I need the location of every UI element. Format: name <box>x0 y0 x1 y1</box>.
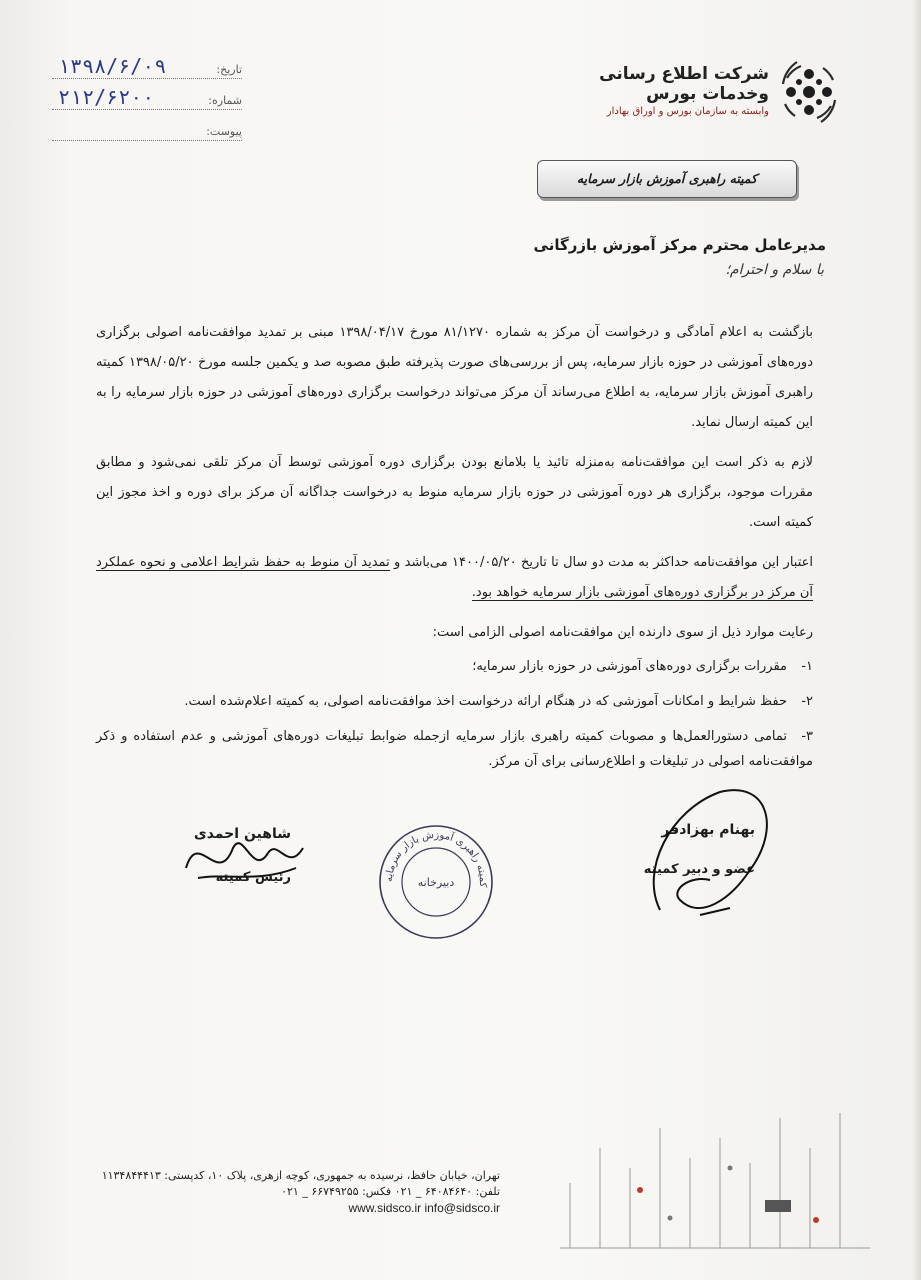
paragraph-2: لازم به ذکر است این موافقت‌نامه به‌منزله تائید یا بلامانع بودن برگزاری دوره آموزشی توسط آن مرکز تلقی نمی‌شود و مطابق مقررات موجود، برگزاری هر دوره آموزشی در حوزه بازار سرمایه منوط به درخواست جداگانه آن مرکز برای دوره و اخذ مجوز این کمیته است. <box>96 455 813 530</box>
sidsco-logo-icon <box>777 60 841 124</box>
secretary-role: عضو و دبیر کمیته <box>643 862 755 877</box>
committee-stamp <box>376 822 496 942</box>
list-item-text: مقررات برگزاری دوره‌های آموزشی در حوزه بازار سرمایه؛ <box>472 659 787 674</box>
date-label: تاریخ: <box>216 63 242 76</box>
footer-address: تهران، خیابان حافظ، نرسیده به جمهوری، کوچه ازهری، پلاک ۱۰، کدپستی: ۱۱۳۴۸۴۴۴۱۳ <box>101 1169 500 1182</box>
signature-chairman <box>194 826 291 885</box>
chairman-role: رئیس کمیته <box>215 870 291 885</box>
list-item-number: ۳- <box>801 729 813 744</box>
paragraph-3-start: اعتبار این موافقت‌نامه حداکثر به مدت دو سال تا تاریخ ۱۴۰۰/۰۵/۲۰ می‌باشد و <box>389 555 813 570</box>
paragraph-4: رعایت موارد ذیل از سوی دارنده این موافقت‌نامه اصولی الزامی است: <box>432 625 813 640</box>
greeting: با سلام و احترام؛ <box>725 262 824 278</box>
page-edge-shadow <box>911 0 921 1280</box>
list-item <box>96 689 813 714</box>
signature-secretary <box>644 822 755 877</box>
company-subtitle: وابسته به سازمان بورس و اوراق بهادار <box>606 106 769 117</box>
list-item-text: حفظ شرایط و امکانات آموزشی که در هنگام ارائه درخواست اخذ موافقت‌نامه اصولی، به کمیته اعلام‌شده است. <box>184 694 787 709</box>
attachment-row <box>52 114 242 141</box>
letter-meta <box>52 52 242 145</box>
footer-phones: تلفن: ۶۴۰۸۴۶۴۰ _ ۰۲۱ فکس: ۶۶۷۴۹۲۵۵ _ ۰۲۱ <box>281 1185 500 1198</box>
paragraph-1: بازگشت به اعلام آمادگی و درخواست آن مرکز به شماره ۸۱/۱۲۷۰ مورخ ۱۳۹۸/۰۴/۱۷ مبنی بر تمدید موافقت‌نامه اصولی برگزاری دوره‌های آموزشی در حوزه بازار سرمایه، پس از بررسی‌های صورت پذیرفته طبق مصوبه صد و یکمین جلسه مورخ ۱۳۹۸/۰۵/۲۰ کمیته راهبری آموزش بازار سرمایه، به اطلاع می‌رساند آن مرکز می‌تواند درخواست برگزاری دوره‌های آموزشی در حوزه بازار سرمایه را به این کمیته ارسال نماید. <box>96 325 813 430</box>
list-item <box>96 654 813 679</box>
number-row <box>52 83 242 110</box>
list-item-text: تمامی دستورالعمل‌ها و مصوبات کمیته راهبری بازار سرمایه ازجمله ضوابط تبلیغات دوره‌های آموزشی و عدم استفاده و ذکر موافقت‌نامه اصولی در تبلیغات و اطلاع‌رسانی برای آن مرکز. <box>96 729 813 769</box>
company-name-line2: وخدمات بورس <box>646 84 769 104</box>
list-item-number: ۱- <box>801 659 813 674</box>
date-row <box>52 52 242 79</box>
list-item <box>96 724 813 774</box>
secretary-name: بهنام بهزادفر <box>661 822 755 838</box>
letter-body <box>96 318 813 784</box>
paragraph-3-underlined: تمدید آن منوط به حفظ شرایط اعلامی و نحوه عملکرد آن مرکز در برگزاری دوره‌های آموزشی بازار سرمایه خواهد بود. <box>96 555 813 600</box>
company-name-line1: شرکت اطلاع رسانی <box>599 64 769 84</box>
stamp-ring-text: کمیته راهبری آموزش بازار سرمایه <box>383 829 489 888</box>
committee-title-box: کمیته راهبری آموزش بازار سرمایه <box>537 160 797 198</box>
number-value: ۲۱۲/۶۲۰۰ <box>58 85 155 109</box>
requirements-list <box>96 654 813 774</box>
paragraph-3 <box>96 548 813 608</box>
company-name-block <box>599 64 769 117</box>
chairman-name: شاهین احمدی <box>193 826 291 842</box>
footer-web-email: www.sidsco.ir info@sidsco.ir <box>348 1201 500 1215</box>
number-label: شماره: <box>208 94 242 107</box>
addressee: مدیرعامل محترم مرکز آموزش بازرگانی <box>533 236 826 254</box>
list-item-number: ۲- <box>801 694 813 709</box>
attachment-label: پیوست: <box>206 125 242 138</box>
footer-decoration <box>560 1108 870 1258</box>
footer-contact <box>80 1168 500 1216</box>
stamp-center-text: دبیرخانه <box>417 876 455 889</box>
date-value: ۱۳۹۸/۶/۰۹ <box>58 54 167 78</box>
